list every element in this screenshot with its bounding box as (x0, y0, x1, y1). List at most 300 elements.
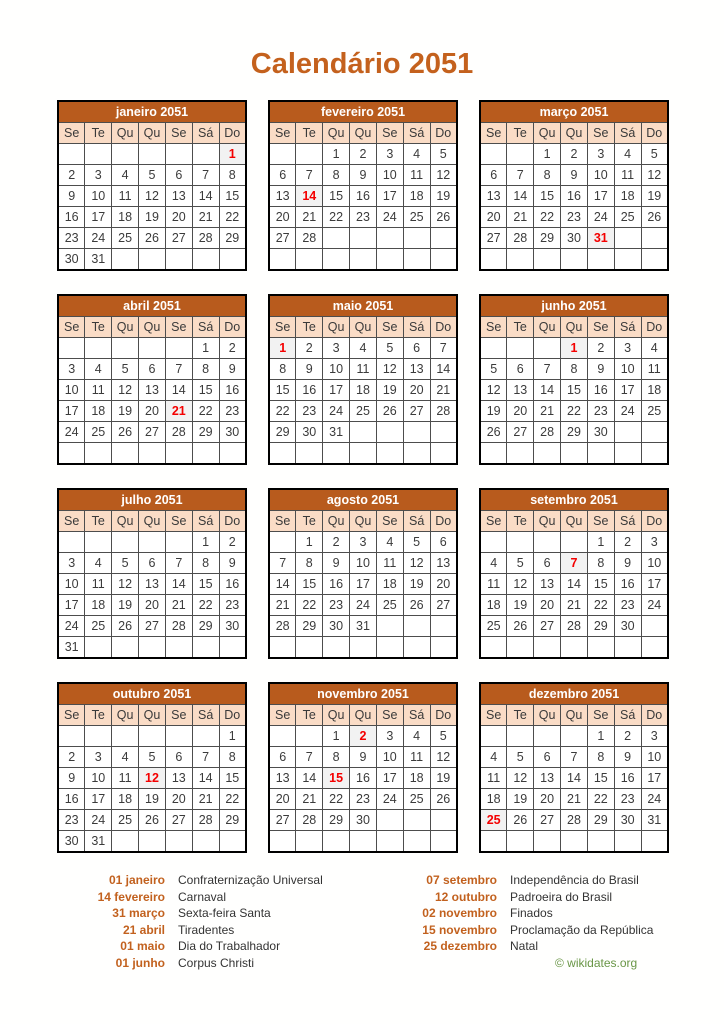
date-cell: 27 (139, 616, 166, 637)
legend-holiday-date: 01 junho (115, 955, 165, 970)
legend-col-right (392, 872, 724, 971)
date-cell (269, 726, 296, 747)
page-title: Calendário 2051 (250, 48, 474, 80)
date-cell: 17 (323, 380, 350, 401)
date-cell: 22 (587, 595, 614, 616)
weekday-header-cell: Qu (323, 317, 350, 338)
date-cell (112, 443, 139, 465)
date-cell (296, 249, 323, 271)
date-cell: 15 (192, 380, 219, 401)
date-cell: 18 (112, 207, 139, 228)
date-cell (587, 443, 614, 465)
date-cell: 28 (296, 810, 323, 831)
date-cell: 20 (269, 207, 296, 228)
date-cell: 12 (641, 165, 668, 186)
date-cell (350, 422, 377, 443)
date-cell: 10 (85, 768, 112, 789)
date-cell: 10 (614, 359, 641, 380)
legend-holiday-date: 14 fevereiro (97, 889, 165, 904)
weekday-header-cell: Do (219, 511, 246, 532)
week-row (480, 810, 668, 831)
week-row (269, 595, 457, 616)
week-row (269, 637, 457, 659)
date-cell: 21 (561, 789, 588, 810)
date-cell (112, 831, 139, 853)
date-cell (269, 831, 296, 853)
date-cell: 14 (296, 768, 323, 789)
date-cell: 19 (430, 768, 457, 789)
month-table (268, 100, 458, 271)
date-cell (350, 249, 377, 271)
date-cell (323, 831, 350, 853)
date-cell: 24 (85, 228, 112, 249)
date-cell: 11 (85, 380, 112, 401)
date-cell: 22 (534, 207, 561, 228)
date-cell: 14 (534, 380, 561, 401)
date-cell: 5 (139, 165, 166, 186)
date-cell: 24 (641, 789, 668, 810)
date-cell: 10 (350, 553, 377, 574)
date-cell: 22 (192, 401, 219, 422)
date-cell: 14 (430, 359, 457, 380)
week-row (58, 747, 246, 768)
date-cell (641, 637, 668, 659)
date-cell: 20 (269, 789, 296, 810)
weekday-header-cell: Qu (350, 705, 377, 726)
date-cell: 8 (534, 165, 561, 186)
date-cell: 17 (641, 574, 668, 595)
date-cell: 18 (480, 595, 507, 616)
date-cell: 1 (587, 532, 614, 553)
date-cell: 26 (139, 810, 166, 831)
date-cell (323, 228, 350, 249)
date-cell (403, 228, 430, 249)
legend-holiday-date: 21 abril (122, 922, 165, 937)
weekday-header-cell: Se (165, 317, 192, 338)
week-row (480, 401, 668, 422)
weekday-header-cell: Qu (561, 123, 588, 144)
date-cell: 24 (587, 207, 614, 228)
date-cell: 20 (534, 595, 561, 616)
date-cell (480, 249, 507, 271)
date-cell (376, 422, 403, 443)
month-header-row (269, 489, 457, 511)
date-cell: 9 (587, 359, 614, 380)
week-row (58, 422, 246, 443)
weekday-header-cell: Do (430, 705, 457, 726)
week-row (269, 574, 457, 595)
date-cell: 29 (587, 810, 614, 831)
weekday-header-cell: Se (480, 123, 507, 144)
date-cell: 9 (219, 359, 246, 380)
month-table (479, 682, 669, 853)
weekday-header-cell: Sá (614, 511, 641, 532)
date-cell (507, 144, 534, 165)
date-cell (430, 637, 457, 659)
date-cell: 15 (269, 380, 296, 401)
date-cell (269, 249, 296, 271)
holidays-legend (60, 872, 724, 971)
date-cell (85, 637, 112, 659)
holiday-date-cell: 21 (165, 401, 192, 422)
date-cell: 20 (480, 207, 507, 228)
date-cell: 28 (507, 228, 534, 249)
date-cell: 6 (165, 747, 192, 768)
legend-holiday-date: 02 novembro (422, 906, 497, 920)
week-row (480, 747, 668, 768)
weekday-header-cell: Qu (561, 705, 588, 726)
legend-row (60, 922, 392, 939)
date-cell: 9 (561, 165, 588, 186)
date-cell: 22 (219, 207, 246, 228)
date-cell (561, 443, 588, 465)
legend-holiday-name: Natal (510, 939, 539, 953)
date-cell: 2 (350, 144, 377, 165)
date-cell: 5 (403, 532, 430, 553)
weekday-header-row (58, 317, 246, 338)
weekday-header-cell: Qu (534, 317, 561, 338)
date-cell: 4 (403, 726, 430, 747)
week-row (58, 249, 246, 271)
date-cell (403, 831, 430, 853)
date-cell (165, 726, 192, 747)
date-cell (296, 443, 323, 465)
date-cell: 19 (480, 401, 507, 422)
holiday-date-cell: 12 (139, 768, 166, 789)
date-cell (561, 532, 588, 553)
legend-col-left (60, 872, 392, 971)
week-row (269, 532, 457, 553)
date-cell: 24 (350, 595, 377, 616)
date-cell: 13 (480, 186, 507, 207)
date-cell: 8 (587, 553, 614, 574)
weekday-header-cell: Te (296, 317, 323, 338)
date-cell: 23 (587, 401, 614, 422)
month-header-row (480, 295, 668, 317)
week-row (269, 144, 457, 165)
date-cell: 16 (58, 789, 85, 810)
date-cell: 18 (376, 574, 403, 595)
date-cell: 3 (376, 726, 403, 747)
date-cell: 11 (403, 747, 430, 768)
weekday-header-cell: Qu (323, 705, 350, 726)
date-cell: 15 (587, 768, 614, 789)
legend-row (392, 872, 724, 889)
month-header-row (480, 101, 668, 123)
date-cell (165, 249, 192, 271)
date-cell: 25 (641, 401, 668, 422)
date-cell: 27 (430, 595, 457, 616)
date-cell: 14 (165, 380, 192, 401)
date-cell: 1 (192, 532, 219, 553)
week-row (480, 831, 668, 853)
date-cell: 19 (112, 595, 139, 616)
date-cell: 16 (219, 574, 246, 595)
week-row (269, 443, 457, 465)
legend-row (392, 938, 724, 955)
date-cell: 1 (219, 726, 246, 747)
week-row (480, 616, 668, 637)
week-row (269, 207, 457, 228)
week-row (58, 789, 246, 810)
date-cell: 30 (219, 616, 246, 637)
date-cell: 31 (58, 637, 85, 659)
date-cell (376, 249, 403, 271)
weekday-header-cell: Se (376, 123, 403, 144)
date-cell: 27 (534, 810, 561, 831)
weekday-header-cell: Qu (112, 317, 139, 338)
weekday-header-row (480, 511, 668, 532)
date-cell: 26 (376, 401, 403, 422)
week-row (480, 422, 668, 443)
date-cell: 24 (376, 207, 403, 228)
date-cell: 13 (507, 380, 534, 401)
weekday-header-cell: Do (641, 705, 668, 726)
date-cell: 29 (534, 228, 561, 249)
legend-holiday-name: Finados (510, 906, 553, 920)
week-row (58, 553, 246, 574)
date-cell (507, 249, 534, 271)
date-cell: 30 (350, 810, 377, 831)
legend-row (60, 889, 392, 906)
date-cell (587, 249, 614, 271)
week-row (58, 616, 246, 637)
date-cell (165, 637, 192, 659)
weekday-header-cell: Qu (112, 511, 139, 532)
week-row (269, 726, 457, 747)
weekday-header-cell: Te (507, 705, 534, 726)
weekday-header-cell: Se (269, 123, 296, 144)
date-cell (614, 443, 641, 465)
date-cell (430, 422, 457, 443)
month-header-row (58, 489, 246, 511)
date-cell (430, 616, 457, 637)
date-cell: 6 (269, 747, 296, 768)
date-cell (85, 338, 112, 359)
credit-row (392, 955, 724, 972)
legend-holiday-date: 01 maio (120, 939, 165, 953)
date-cell (323, 443, 350, 465)
date-cell (139, 338, 166, 359)
weekday-header-cell: Qu (139, 317, 166, 338)
date-cell: 27 (269, 228, 296, 249)
date-cell: 26 (403, 595, 430, 616)
date-cell: 23 (614, 789, 641, 810)
date-cell: 9 (219, 553, 246, 574)
date-cell: 31 (641, 810, 668, 831)
date-cell: 7 (561, 747, 588, 768)
date-cell (507, 338, 534, 359)
date-cell: 25 (614, 207, 641, 228)
date-cell: 5 (430, 144, 457, 165)
date-cell: 22 (323, 789, 350, 810)
date-cell: 5 (507, 553, 534, 574)
date-cell (561, 831, 588, 853)
date-cell: 17 (587, 186, 614, 207)
date-cell: 4 (480, 747, 507, 768)
weekday-header-cell: Te (85, 317, 112, 338)
date-cell (192, 726, 219, 747)
date-cell: 10 (376, 747, 403, 768)
weekday-header-cell: Se (587, 123, 614, 144)
date-cell: 24 (641, 595, 668, 616)
date-cell: 30 (58, 249, 85, 271)
month-header-row (58, 295, 246, 317)
date-cell: 19 (139, 789, 166, 810)
legend-row (392, 905, 724, 922)
date-cell (192, 443, 219, 465)
date-cell: 6 (403, 338, 430, 359)
date-cell: 4 (85, 553, 112, 574)
date-cell: 30 (587, 422, 614, 443)
week-row (269, 747, 457, 768)
date-cell: 20 (165, 207, 192, 228)
date-cell (269, 532, 296, 553)
date-cell: 21 (296, 789, 323, 810)
date-cell: 13 (165, 768, 192, 789)
legend-date-spacer (392, 955, 497, 972)
date-cell: 15 (296, 574, 323, 595)
date-cell: 13 (165, 186, 192, 207)
week-row (58, 401, 246, 422)
date-cell: 28 (296, 228, 323, 249)
date-cell: 3 (85, 747, 112, 768)
date-cell: 6 (430, 532, 457, 553)
date-cell: 20 (139, 401, 166, 422)
date-cell: 8 (323, 747, 350, 768)
week-row (58, 574, 246, 595)
weekday-header-cell: Do (641, 511, 668, 532)
date-cell: 19 (641, 186, 668, 207)
legend-row (60, 872, 392, 889)
date-cell: 8 (296, 553, 323, 574)
date-cell: 12 (507, 768, 534, 789)
holiday-date-cell: 1 (561, 338, 588, 359)
month-table (479, 294, 669, 465)
date-cell: 16 (58, 207, 85, 228)
weekday-header-cell: Qu (534, 705, 561, 726)
legend-row (60, 955, 392, 972)
date-cell: 16 (561, 186, 588, 207)
weekday-header-cell: Qu (112, 123, 139, 144)
date-cell: 3 (323, 338, 350, 359)
month-title: agosto 2051 (269, 489, 457, 511)
date-cell (534, 726, 561, 747)
legend-holiday-date: 01 janeiro (108, 873, 165, 887)
date-cell: 8 (269, 359, 296, 380)
date-cell: 10 (323, 359, 350, 380)
week-row (480, 553, 668, 574)
weekday-header-row (480, 705, 668, 726)
date-cell: 9 (350, 165, 377, 186)
date-cell: 31 (350, 616, 377, 637)
date-cell: 11 (480, 574, 507, 595)
date-cell: 13 (430, 553, 457, 574)
month-header-row (480, 489, 668, 511)
date-cell: 30 (219, 422, 246, 443)
legend-holiday-name: Padroeira do Brasil (510, 889, 613, 904)
date-cell: 10 (641, 553, 668, 574)
date-cell: 9 (350, 747, 377, 768)
week-row (480, 380, 668, 401)
weekday-header-cell: Te (507, 317, 534, 338)
weekday-header-cell: Te (507, 511, 534, 532)
date-cell: 15 (534, 186, 561, 207)
weekday-header-cell: Sá (403, 511, 430, 532)
date-cell: 23 (614, 595, 641, 616)
date-cell (507, 637, 534, 659)
date-cell (165, 443, 192, 465)
date-cell: 26 (430, 207, 457, 228)
date-cell (614, 422, 641, 443)
date-cell: 20 (430, 574, 457, 595)
date-cell: 13 (403, 359, 430, 380)
date-cell: 28 (165, 422, 192, 443)
date-cell: 27 (165, 810, 192, 831)
date-cell: 2 (323, 532, 350, 553)
date-cell: 23 (296, 401, 323, 422)
week-row (269, 186, 457, 207)
date-cell (561, 726, 588, 747)
date-cell (403, 249, 430, 271)
date-cell: 7 (269, 553, 296, 574)
date-cell: 14 (269, 574, 296, 595)
date-cell: 30 (614, 810, 641, 831)
date-cell (85, 726, 112, 747)
month-table (57, 294, 247, 465)
weekday-header-row (58, 123, 246, 144)
weekday-header-cell: Se (376, 705, 403, 726)
date-cell: 18 (350, 380, 377, 401)
weekday-header-cell: Sá (192, 317, 219, 338)
weekday-header-cell: Se (587, 511, 614, 532)
date-cell (112, 249, 139, 271)
holiday-date-cell: 1 (269, 338, 296, 359)
week-row (269, 768, 457, 789)
week-row (58, 338, 246, 359)
date-cell (58, 532, 85, 553)
weekday-header-cell: Sá (614, 123, 641, 144)
weekday-header-cell: Qu (139, 123, 166, 144)
date-cell: 17 (376, 186, 403, 207)
date-cell (614, 228, 641, 249)
date-cell (139, 249, 166, 271)
date-cell: 22 (323, 207, 350, 228)
date-cell: 3 (641, 532, 668, 553)
date-cell: 4 (403, 144, 430, 165)
date-cell: 4 (350, 338, 377, 359)
date-cell: 17 (58, 401, 85, 422)
date-cell: 25 (403, 207, 430, 228)
weekday-header-cell: Se (376, 317, 403, 338)
date-cell: 7 (192, 747, 219, 768)
date-cell: 29 (561, 422, 588, 443)
date-cell: 19 (112, 401, 139, 422)
date-cell: 2 (58, 747, 85, 768)
date-cell: 11 (614, 165, 641, 186)
date-cell (112, 532, 139, 553)
date-cell (430, 249, 457, 271)
date-cell (587, 637, 614, 659)
date-cell: 28 (192, 810, 219, 831)
month-title: abril 2051 (58, 295, 246, 317)
date-cell: 6 (165, 165, 192, 186)
date-cell: 20 (165, 789, 192, 810)
date-cell: 10 (85, 186, 112, 207)
month-title: março 2051 (480, 101, 668, 123)
site-credit: © wikidates.org (555, 955, 638, 970)
date-cell: 4 (614, 144, 641, 165)
